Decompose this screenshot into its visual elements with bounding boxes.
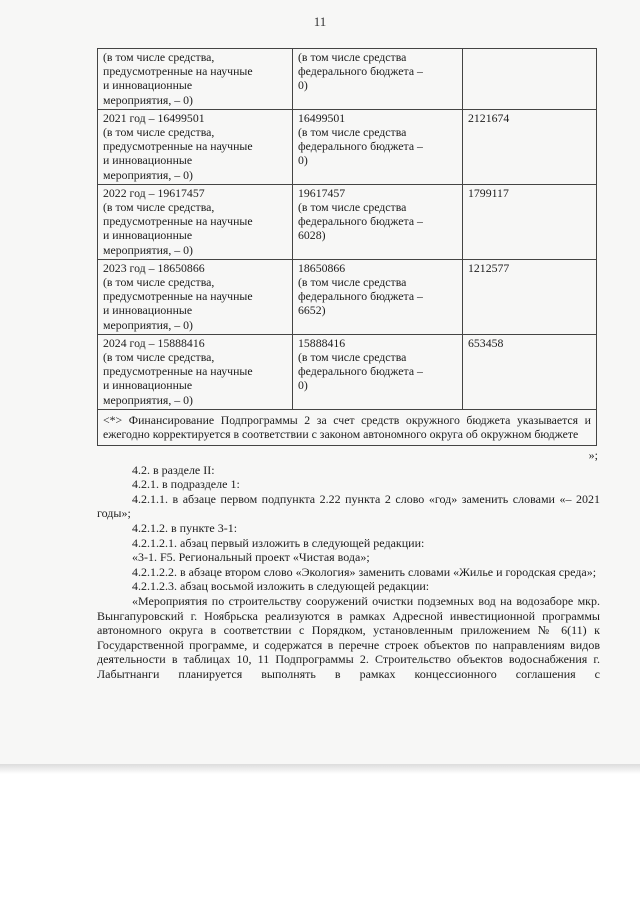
table-row [98,49,597,110]
table-row [98,259,597,334]
table-cell-federal: 19617457 (в том числе средства федерального бюджета – 6028) [293,184,463,259]
financing-table [97,48,597,446]
table-cell-year: (в том числе средства, предусмотренные на научные и инновационные мероприятия, – 0) [98,49,293,110]
table-cell-district [463,49,597,110]
table-cell-federal: 15888416 (в том числе средства федерального бюджета – 0) [293,334,463,409]
table-cell-federal: 18650866 (в том числе средства федерального бюджета – 6652) [293,259,463,334]
paragraph: «3-1. F5. Региональный проект «Чистая вода»; [132,550,370,565]
paragraph: 4.2.1.2.1. абзац первый изложить в следующей редакции: [132,535,425,550]
table-cell-year: 2023 год – 18650866 (в том числе средства, предусмотренные на научные и инновационные мероприятия, – 0) [98,259,293,334]
table-cell-district: 653458 [463,334,597,409]
table-cell-district: 1212577 [463,259,597,334]
table-footnote-row [98,409,597,445]
closing-quote-mark: »; [588,448,598,462]
table-cell-federal: 16499501 (в том числе средства федерального бюджета – 0) [293,109,463,184]
page-number: 11 [313,14,327,29]
table-cell-district: 1799117 [463,184,597,259]
table-row [98,184,597,259]
table-cell-federal: (в том числе средства федерального бюджета – 0) [293,49,463,110]
table-row [98,109,597,184]
table-cell-year: 2024 год – 15888416 (в том числе средства, предусмотренные на научные и инновационные мероприятия, – 0) [98,334,293,409]
page-edge-shadow [0,764,640,774]
paragraph: 4.2.1.1. в абзаце первом подпункта 2.22 пункта 2 слово «год» заменить словами «– 2021 годы»; [97,491,600,521]
table-cell-year: 2021 год – 16499501 (в том числе средства, предусмотренные на научные и инновационные мероприятия, – 0) [98,109,293,184]
quoted-paragraph: «Мероприятия по строительству сооружений очистки подземных вод на водозаборе мкр. Вынгапуровский г. Ноябрьска реализуются в рамках Адресной инвестиционной программы автономного округа в соответствии с Порядком, установленным приложением № 6(11) к Государственной программе, и содержатся в перечне строек объектов по направлениям видов деятельности в таблицах 10, 11 Подпрограммы 2. Строительство объектов водоснабжения г. Лабытнанги планируется выполнять в рамках концессионного соглашения с [97,593,600,681]
table-row [98,334,597,409]
table-footnote: <*> Финансирование Подпрограммы 2 за счет средств окружного бюджета указывается и ежегодно корректируется в соответствии с законом автономного округа об окружном бюджете [98,409,597,445]
table-cell-district: 2121674 [463,109,597,184]
paragraph: 4.2. в разделе II: [132,462,215,477]
paragraph: 4.2.1.2.3. абзац восьмой изложить в следующей редакции: [132,579,430,594]
document-body [97,448,600,682]
paragraph: 4.2.1.2.2. в абзаце втором слово «Экология» заменить словами «Жилье и городская среда»; [132,564,597,579]
paragraph: 4.2.1. в подразделе 1: [132,477,240,492]
table-cell-year: 2022 год – 19617457 (в том числе средства, предусмотренные на научные и инновационные мероприятия, – 0) [98,184,293,259]
paragraph: 4.2.1.2. в пункте 3-1: [132,520,238,535]
